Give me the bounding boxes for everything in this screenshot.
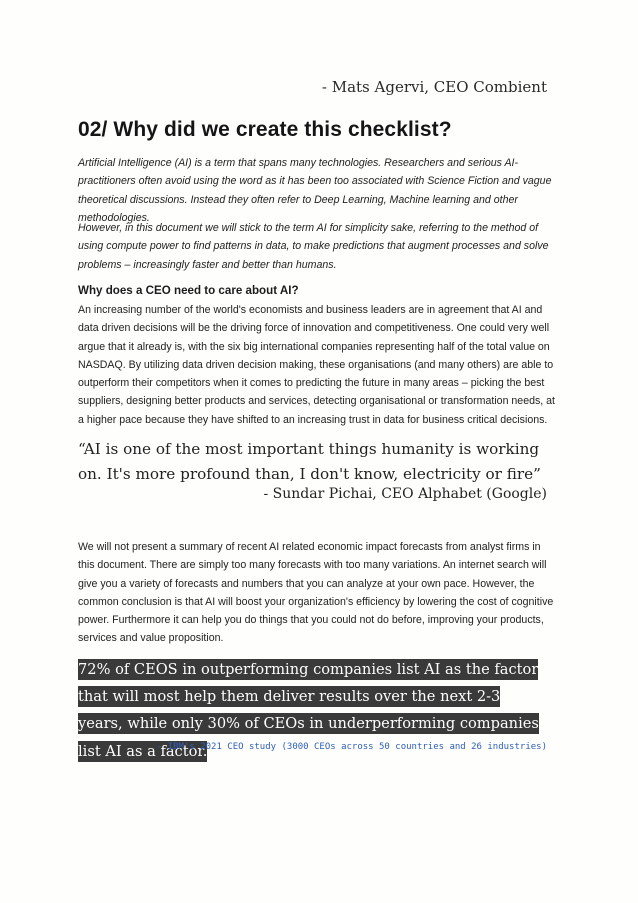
top-attribution: - Mats Agervi, CEO Combient bbox=[321, 78, 547, 96]
highlight-text: 72% of CEOS in outperforming companies list AI as the factor that will most help them deliver results over the next 2-3 years, while only 30% of CEOs in underperforming companies list AI as a factor. bbox=[78, 661, 539, 760]
intro-paragraph-1: Artificial Intelligence (AI) is a term that spans many technologies. Researchers and serious AI-practitioners often avoid using the word as it has been too associated with Science Fiction and vague theoretical discussions. Instead they often refer to Deep Learning, Machine learning and other methodologies. bbox=[78, 157, 552, 224]
body-paragraph-2: We will not present a summary of recent AI related economic impact forecasts from analyst firms in this document. There are simply too many forecasts with too many variations. An internet search will give you a variety of forecasts and numbers that you can analyze at your own pace. However, the common conclusion is that AI will boost your organization's efficiency by lowering the cost of cognitive power. Furthermore it can help you do things that you could not do before, improving your products, services and value proposition. bbox=[78, 541, 554, 645]
section-title: 02/ Why did we create this checklist? bbox=[78, 118, 452, 141]
quote-attribution: - Sundar Pichai, CEO Alphabet (Google) bbox=[263, 486, 547, 502]
pull-quote: “AI is one of the most important things humanity is working on. It's more profound than, I don't know, electricity or fire” bbox=[78, 440, 541, 483]
highlight-attribution: - IBM's 2021 CEO study (3000 CEOs across 50 countries and 26 industries) bbox=[156, 742, 547, 752]
body-paragraph-1: An increasing number of the world's economists and business leaders are in agreement that AI and data driven decisions will be the driving force of innovation and competitiveness. One could very well argue that it already is, with the six big international companies representing half of the total value on NASDAQ. By utilizing data driven decision making, these organisations (and many others) are able to outperform their competitors when it comes to predicting the future in many areas – picking the best suppliers, designing better products and services, detecting organisational or transformation needs, at a higher pace because they have shifted to an increasing trust in data for business critical decisions. bbox=[78, 304, 555, 426]
subheading: Why does a CEO need to care about AI? bbox=[78, 284, 299, 297]
intro-paragraph-2: However, in this document we will stick to the term AI for simplicity sake, referring to the method of using compute power to find patterns in data, to make predictions that augment processes and solve problems – increasingly faster and better than humans. bbox=[78, 222, 549, 271]
